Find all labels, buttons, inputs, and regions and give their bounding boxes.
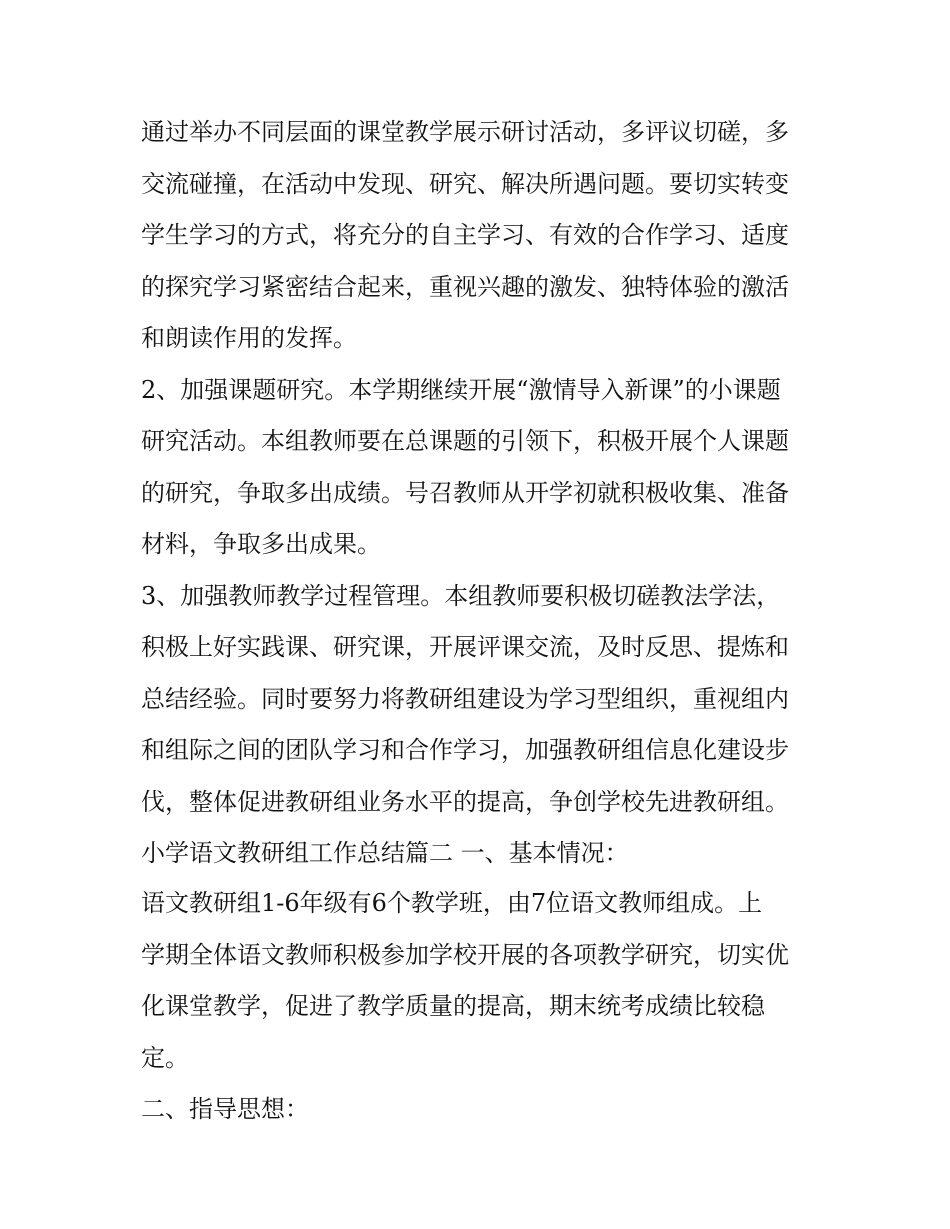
text-line: 材料，争取多出成果。 — [141, 530, 381, 558]
text-line: 的探究学习紧密结合起来，重视兴趣的激发、独特体验的激活 — [141, 272, 789, 301]
text-line: 和组际之间的团队学习和合作学习，加强教研组信息化建设步 — [141, 736, 789, 764]
text-line: 2、加强课题研究。本学期继续开展“激情导入新课”的小课题 — [141, 375, 781, 404]
text-line: 学期全体语文教师积极参加学校开展的各项教学研究，切实优 — [141, 940, 789, 969]
text-line: 积极上好实践课、研究课，开展评课交流，及时反思、提炼和 — [141, 633, 789, 661]
text-line: 化课堂教学，促进了教学质量的提高，期末统考成绩比较稳 — [141, 992, 765, 1020]
text-line: 研究活动。本组教师要在总课题的引领下，积极开展个人课题 — [141, 427, 789, 455]
text-line: 和朗读作用的发挥。 — [141, 324, 357, 352]
text-line: 伐，整体促进教研组业务水平的提高，争创学校先进教研组。 — [141, 787, 789, 816]
text-line: 交流碰撞，在活动中发现、研究、解决所遇问题。要切实转变 — [141, 169, 789, 198]
text-line: 总结经验。同时要努力将教研组建设为学习型组织，重视组内 — [141, 684, 789, 713]
text-line: 小学语文教研组工作总结篇二 一、基本情况： — [141, 839, 629, 867]
text-line: 学生学习的方式，将充分的自主学习、有效的合作学习、适度 — [141, 221, 789, 249]
document-body — [141, 106, 821, 1135]
text-line: 二、指导思想： — [141, 1095, 309, 1123]
text-line: 通过举办不同层面的课堂教学展示研讨活动，多评议切磋，多 — [141, 118, 789, 146]
text-line: 的研究，争取多出成绩。号召教师从开学初就积极收集、准备 — [141, 478, 789, 507]
text-line: 语文教研组1-6年级有6个教学班，由7位语文教师组成。上 — [141, 889, 763, 917]
text-line: 定。 — [141, 1043, 189, 1072]
text-line: 3、加强教师教学过程管理。本组教师要积极切磋教法学法， — [141, 581, 781, 610]
